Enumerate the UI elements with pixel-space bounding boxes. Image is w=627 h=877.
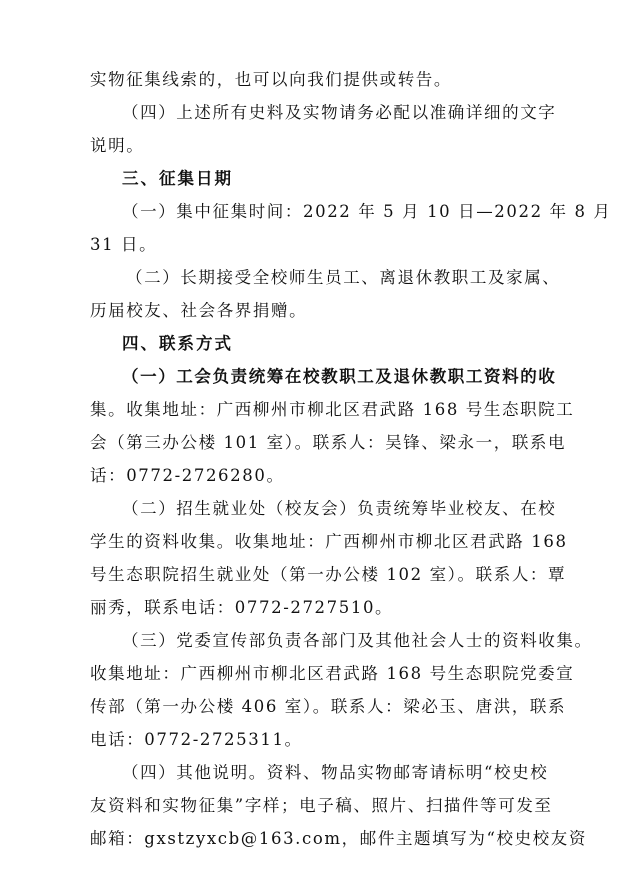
text-line: （四）上述所有史料及实物请务必配以准确详细的文字	[122, 103, 557, 122]
section-heading-date: 三、征集日期	[122, 169, 233, 188]
text-line: （四）其他说明。资料、物品实物邮寄请标明“校史校	[122, 763, 549, 782]
text-line: 话：0772-2726280。	[90, 466, 285, 485]
text-line: （二）招生就业处（校友会）负责统筹毕业校友、在校	[122, 499, 557, 518]
text-line: （二）长期接受全校师生员工、离退休教职工及家属、	[126, 268, 561, 287]
text-line: 丽秀，联系电话：0772-2727510。	[90, 598, 394, 617]
text-line: 学生的资料收集。收集地址：广西柳州市柳北区君武路 168	[90, 532, 568, 551]
text-line: （一）工会负责统筹在校教职工及退休教职工资料的收	[122, 367, 557, 386]
text-line: 实物征集线索的，也可以向我们提供或转告。	[90, 70, 452, 89]
text-line: 电话：0772-2725311。	[90, 730, 303, 749]
section-heading-contact: 四、联系方式	[122, 334, 233, 353]
text-line: （三）党委宣传部负责各部门及其他社会人士的资料收集。	[122, 631, 593, 650]
text-line: 说明。	[90, 136, 145, 155]
text-line: 号生态职院招生就业处（第一办公楼 102 室）。联系人：覃	[90, 565, 567, 584]
text-line: 传部（第一办公楼 406 室）。联系人：梁必玉、唐洪，联系	[90, 697, 567, 716]
text-line: 邮箱：gxstzyxcb@163.com，邮件主题填写为“校史校友资	[90, 829, 587, 848]
text-line: 集。收集地址：广西柳州市柳北区君武路 168 号生态职院工	[90, 400, 575, 419]
text-line: （一）集中征集时间：2022 年 5 月 10 日—2022 年 8 月	[122, 202, 612, 221]
text-line: 收集地址：广西柳州市柳北区君武路 168 号生态职院党委宣	[90, 664, 575, 683]
text-line: 会（第三办公楼 101 室）。联系人：吴锋、梁永一，联系电	[90, 433, 567, 452]
text-line: 历届校友、社会各界捐赠。	[90, 301, 308, 320]
text-line: 31 日。	[90, 235, 158, 254]
text-line: 友资料和实物征集”字样；电子稿、照片、扫描件等可发至	[90, 796, 553, 815]
